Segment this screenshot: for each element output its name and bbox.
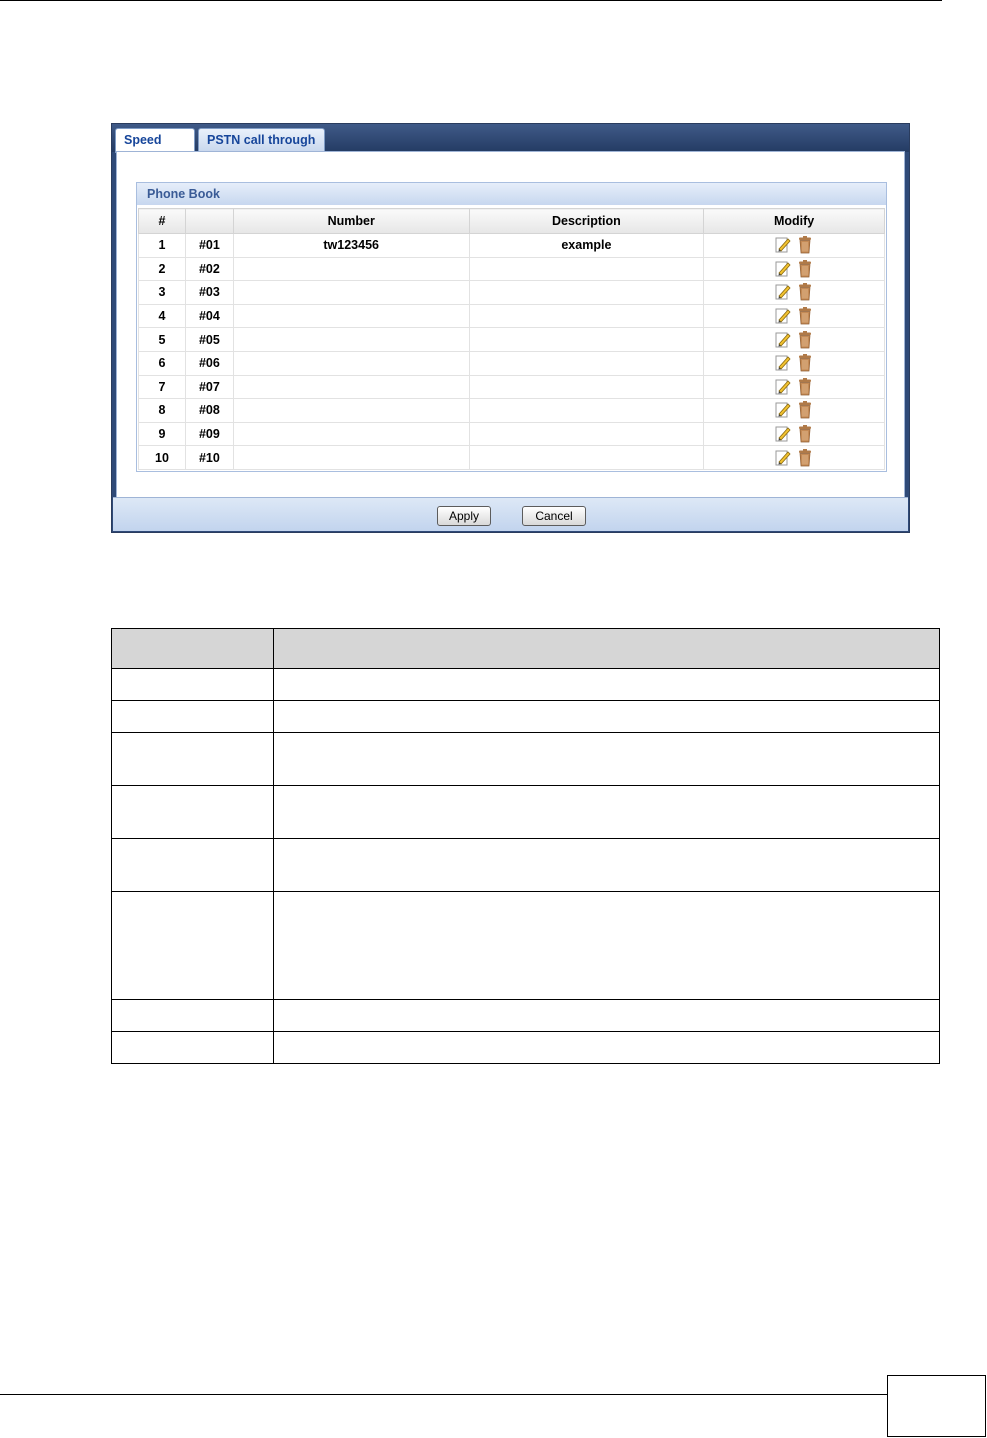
edit-icon[interactable] — [775, 425, 791, 443]
cell-number — [233, 446, 469, 470]
trash-icon[interactable] — [797, 378, 813, 396]
table-row — [139, 399, 885, 423]
tab-speed-dial[interactable]: Speed — [115, 128, 195, 153]
table-row — [139, 257, 885, 281]
cell-number: tw123456 — [233, 234, 469, 258]
cell-code: #05 — [185, 328, 233, 352]
cell-description — [469, 351, 704, 375]
cell-code: #09 — [185, 422, 233, 446]
page-bottom-rule — [0, 1394, 888, 1395]
table-row — [139, 446, 885, 470]
speed-dial-window — [111, 123, 910, 533]
edit-icon[interactable] — [775, 260, 791, 278]
table-row — [139, 328, 885, 352]
cell-index: 7 — [139, 375, 186, 399]
cell-description — [469, 375, 704, 399]
cell-description — [469, 281, 704, 305]
cell-code: #06 — [185, 351, 233, 375]
cell-code: #08 — [185, 399, 233, 423]
cell-description — [469, 257, 704, 281]
cell-number — [233, 257, 469, 281]
cell-index: 2 — [139, 257, 186, 281]
section-title: Phone Book — [137, 183, 886, 205]
edit-icon[interactable] — [775, 331, 791, 349]
edit-icon[interactable] — [775, 307, 791, 325]
header-code — [185, 209, 233, 234]
cell-number — [233, 304, 469, 328]
cell-description — [469, 422, 704, 446]
cell-code: #01 — [185, 234, 233, 258]
table-row — [139, 422, 885, 446]
cell-number — [233, 351, 469, 375]
desc-row — [112, 669, 940, 701]
trash-icon[interactable] — [797, 354, 813, 372]
field-description-table — [111, 628, 940, 1064]
desc-row — [112, 786, 940, 839]
phone-book-rows — [139, 234, 885, 470]
desc-row — [112, 733, 940, 786]
cell-code: #03 — [185, 281, 233, 305]
cancel-button[interactable]: Cancel — [522, 506, 586, 526]
cell-index: 4 — [139, 304, 186, 328]
cell-description: example — [469, 234, 704, 258]
cell-index: 6 — [139, 351, 186, 375]
cell-description — [469, 304, 704, 328]
tab-bar — [112, 124, 909, 152]
cell-modify — [704, 281, 885, 305]
cell-modify — [704, 304, 885, 328]
cell-code: #07 — [185, 375, 233, 399]
cell-modify — [704, 234, 885, 258]
apply-button[interactable]: Apply — [437, 506, 491, 526]
cell-index: 10 — [139, 446, 186, 470]
table-row — [139, 304, 885, 328]
table-row — [139, 351, 885, 375]
trash-icon[interactable] — [797, 236, 813, 254]
desc-header-row — [112, 629, 940, 669]
cell-modify — [704, 399, 885, 423]
edit-icon[interactable] — [775, 354, 791, 372]
cell-description — [469, 446, 704, 470]
desc-row — [112, 839, 940, 892]
table-row — [139, 375, 885, 399]
button-bar — [113, 497, 908, 531]
cell-description — [469, 328, 704, 352]
page-number-box — [887, 1375, 986, 1437]
cell-code: #04 — [185, 304, 233, 328]
table-row — [139, 281, 885, 305]
cell-modify — [704, 422, 885, 446]
edit-icon[interactable] — [775, 449, 791, 467]
cell-index: 1 — [139, 234, 186, 258]
desc-row — [112, 1000, 940, 1032]
trash-icon[interactable] — [797, 260, 813, 278]
phone-book-table — [138, 208, 885, 470]
desc-row — [112, 892, 940, 1000]
cell-number — [233, 399, 469, 423]
page-top-rule — [0, 0, 942, 1]
cell-index: 9 — [139, 422, 186, 446]
cell-index: 8 — [139, 399, 186, 423]
edit-icon[interactable] — [775, 401, 791, 419]
tab-pstn-call-through[interactable]: PSTN call through — [198, 128, 325, 151]
cell-index: 3 — [139, 281, 186, 305]
desc-row — [112, 1032, 940, 1064]
edit-icon[interactable] — [775, 283, 791, 301]
trash-icon[interactable] — [797, 283, 813, 301]
header-number: Number — [233, 209, 469, 234]
trash-icon[interactable] — [797, 401, 813, 419]
cell-number — [233, 281, 469, 305]
edit-icon[interactable] — [775, 378, 791, 396]
header-index: # — [139, 209, 186, 234]
tab-content — [116, 151, 905, 498]
cell-code: #02 — [185, 257, 233, 281]
header-modify: Modify — [704, 209, 885, 234]
trash-icon[interactable] — [797, 425, 813, 443]
cell-modify — [704, 446, 885, 470]
cell-modify — [704, 328, 885, 352]
trash-icon[interactable] — [797, 331, 813, 349]
cell-index: 5 — [139, 328, 186, 352]
cell-code: #10 — [185, 446, 233, 470]
table-header-row — [139, 209, 885, 234]
cell-description — [469, 399, 704, 423]
edit-icon[interactable] — [775, 236, 791, 254]
cell-modify — [704, 257, 885, 281]
cell-modify — [704, 375, 885, 399]
header-description: Description — [469, 209, 704, 234]
phone-book-section — [136, 182, 887, 472]
trash-icon[interactable] — [797, 307, 813, 325]
cell-number — [233, 328, 469, 352]
desc-row — [112, 701, 940, 733]
trash-icon[interactable] — [797, 449, 813, 467]
cell-number — [233, 375, 469, 399]
table-row — [139, 234, 885, 258]
cell-number — [233, 422, 469, 446]
cell-modify — [704, 351, 885, 375]
